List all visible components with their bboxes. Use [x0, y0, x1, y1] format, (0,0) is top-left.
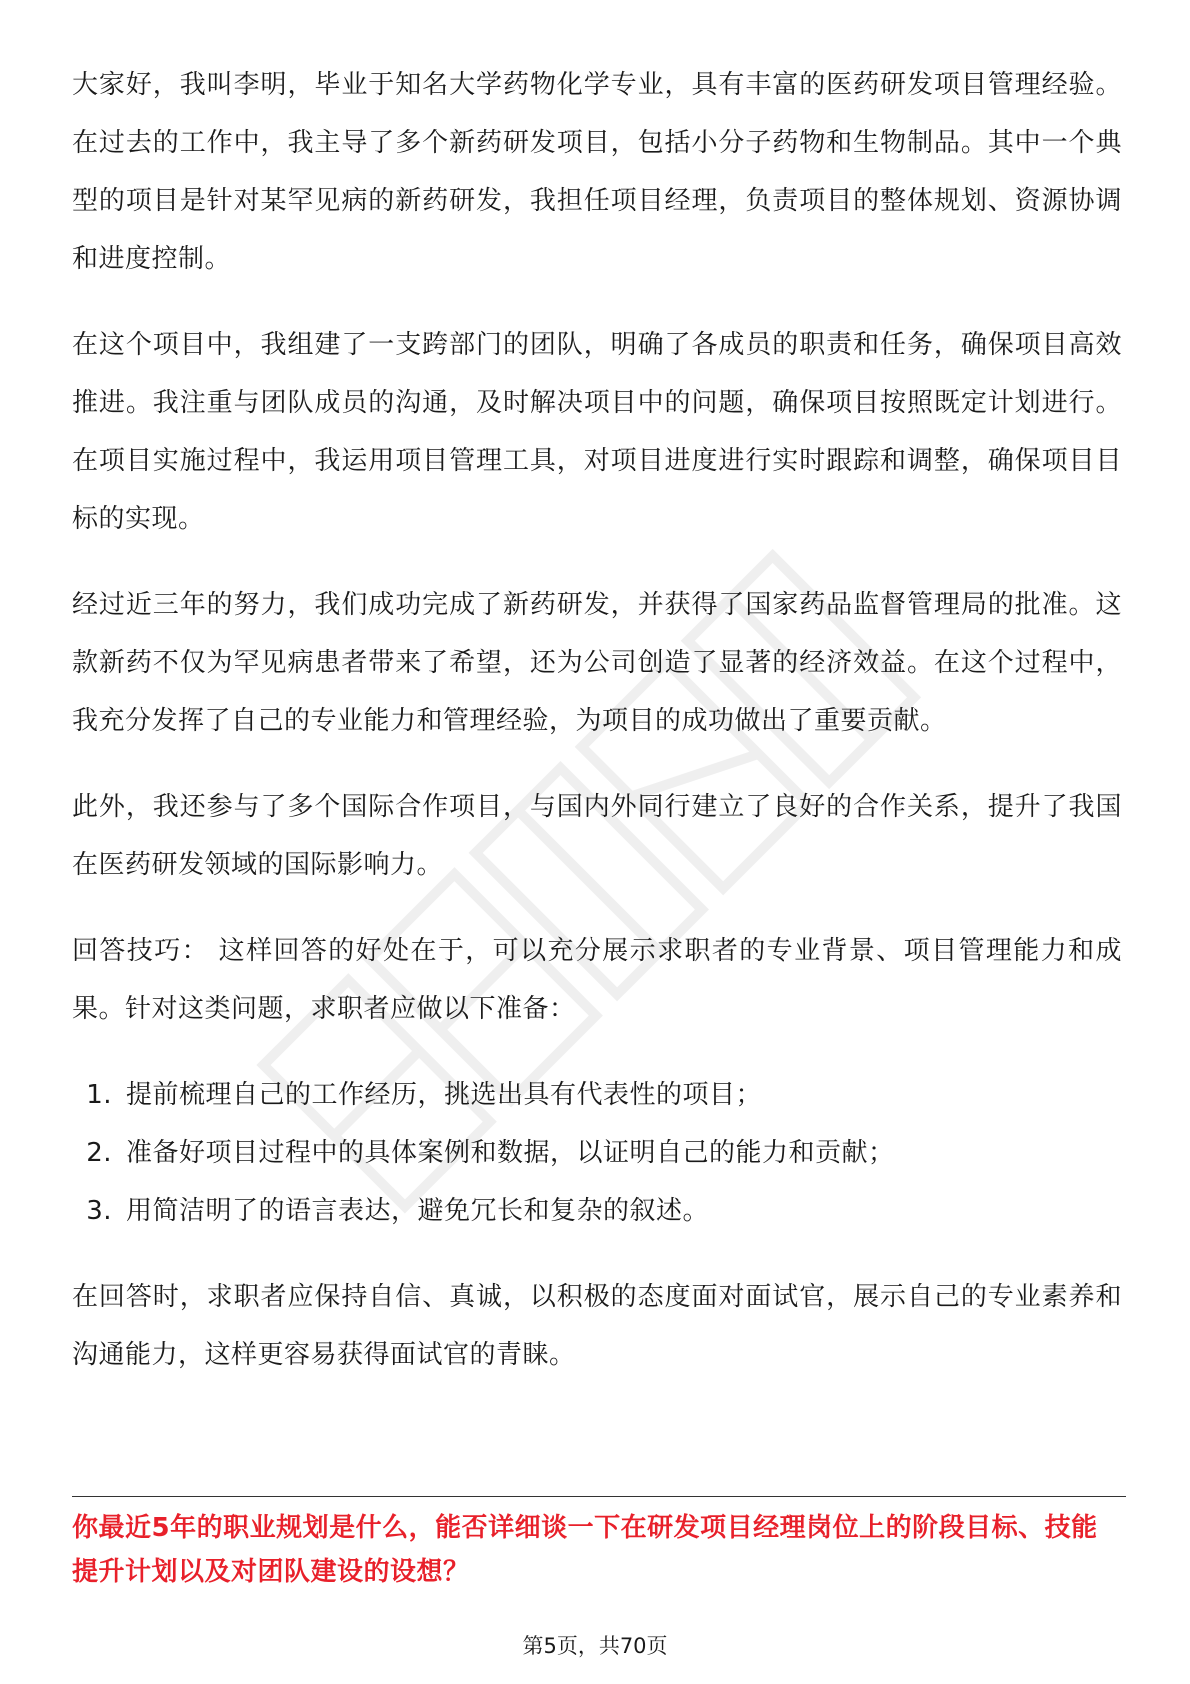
list-item-text: 提前梳理自己的工作经历，挑选出具有代表性的项目；: [126, 1080, 763, 1110]
international-paragraph: 此外，我还参与了多个国际合作项目，与国内外同行建立了良好的合作关系，提升了我国在医药研发领域的国际影响力。: [72, 792, 1122, 880]
list-item-text: 准备好项目过程中的具体案例和数据，以证明自己的能力和贡献；: [126, 1138, 895, 1168]
list-item-number: 3.: [86, 1196, 112, 1226]
result-paragraph: 经过近三年的努力，我们成功完成了新药研发，并获得了国家药品监督管理局的批准。这款新药不仅为罕见病患者带来了希望，还为公司创造了显著的经济效益。在这个过程中，我充分发挥了自己的专业能力和管理经验，为项目的成功做出了重要贡献。: [72, 590, 1122, 736]
list-item-text: 用简洁明了的语言表达，避免冗长和复杂的叙述。: [126, 1196, 710, 1226]
team-paragraph: 在这个项目中，我组建了一支跨部门的团队，明确了各成员的职责和任务，确保项目高效推进。我注重与团队成员的沟通，及时解决项目中的问题，确保项目按照既定计划进行。在项目实施过程中，我运用项目管理工具，对项目进度进行实时跟踪和调整，确保项目目标的实现。: [72, 330, 1122, 534]
section-divider: [72, 1496, 1126, 1497]
intro-paragraph: 大家好，我叫李明，毕业于知名大学药物化学专业，具有丰富的医药研发项目管理经验。在过去的工作中，我主导了多个新药研发项目，包括小分子药物和生物制品。其中一个典型的项目是针对某罕见病的新药研发，我担任项目经理，负责项目的整体规划、资源协调和进度控制。: [72, 70, 1122, 274]
page-footer: 第5页，共70页: [522, 1634, 668, 1658]
list-item: [72, 1066, 1122, 1124]
tips-list: [72, 1066, 1122, 1240]
answer-tips-paragraph: 回答技巧： 这样回答的好处在于，可以充分展示求职者的专业背景、项目管理能力和成果。针对这类问题，求职者应做以下准备：: [72, 936, 1122, 1024]
list-item-number: 1.: [86, 1080, 112, 1110]
list-item: [72, 1182, 1122, 1240]
list-item-number: 2.: [86, 1138, 112, 1168]
list-item: [72, 1124, 1122, 1182]
next-question-heading: 你最近5年的职业规划是什么，能否详细谈一下在研发项目经理岗位上的阶段目标、技能提升计划以及对团队建设的设想？: [72, 1513, 1098, 1587]
main-content: [72, 56, 1122, 1412]
closing-paragraph: 在回答时，求职者应保持自信、真诚，以积极的态度面对面试官，展示自己的专业素养和沟通能力，这样更容易获得面试官的青睐。: [72, 1282, 1122, 1370]
